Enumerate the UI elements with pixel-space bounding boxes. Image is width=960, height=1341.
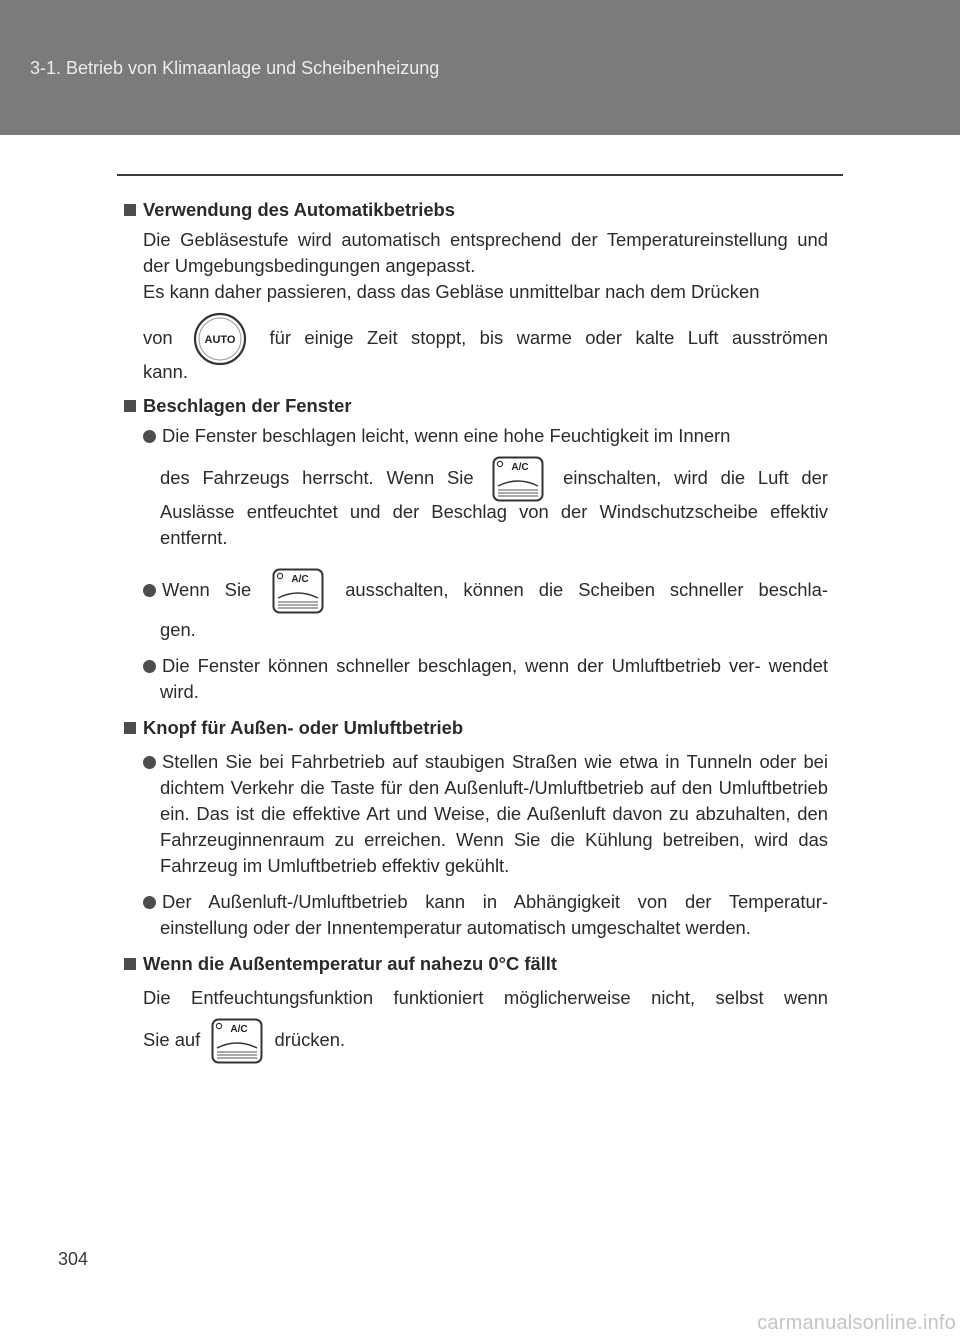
heading-fogged-windows: Beschlagen der Fenster [124, 393, 828, 419]
list-item: Der Außenluft-/Umluftbetrieb kann in Abhängigkeit von der Temperatur- einstellung oder der Innentemperatur automatisch umgeschaltet werden. [143, 889, 828, 941]
auto-button-icon [192, 311, 248, 367]
ac-button-icon [272, 568, 324, 614]
ac-button-icon [492, 456, 544, 502]
heading-automatic-mode: Verwendung des Automatikbetriebs [124, 197, 828, 223]
round-bullet-icon [143, 584, 156, 597]
heading-near-zero-temperature: Wenn die Außentemperatur auf nahezu 0°C fällt [124, 951, 828, 977]
round-bullet-icon [143, 430, 156, 443]
round-bullet-icon [143, 756, 156, 769]
square-bullet-icon [124, 958, 136, 970]
list-item: Stellen Sie bei Fahrbetrieb auf staubigen Straßen wie etwa in Tunneln oder bei dichtem Verkehr die Taste für den Außenluft-/Umluftbetrieb auf den Umluftbetrieb ein. Das ist die effektive Art und Weise, die Außenluft davon zu abzuhalten, den Fahrzeuginnenraum zu erreichen. Wenn Sie die Kühlung betreiben, wird das Fahrzeug im Umluftbetrieb effektiv gekühlt. [143, 749, 828, 879]
round-bullet-icon [143, 896, 156, 909]
paragraph-with-auto-icon: von AUTO für einige Zeit stoppt, bis warme oder kalte Luft ausströmen [143, 305, 828, 371]
svg-text:A/C: A/C [291, 574, 309, 586]
square-bullet-icon [124, 400, 136, 412]
list-item: Die Fenster können schneller beschlagen, wenn der Umluftbetrieb ver- wendet wird. [143, 653, 828, 705]
heading-fresh-recirculation: Knopf für Außen- oder Umluftbetrieb [124, 715, 828, 741]
svg-text:A/C: A/C [230, 1024, 249, 1036]
ac-button-icon [211, 1018, 263, 1064]
square-bullet-icon [124, 722, 136, 734]
list-item: Wenn Sie A/C ausschalten, können die Scheiben schneller beschla- [143, 561, 828, 619]
divider-rule [117, 174, 843, 176]
svg-text:AUTO: AUTO [204, 334, 236, 347]
page-number: 304 [58, 1249, 89, 1269]
square-bullet-icon [124, 204, 136, 216]
paragraph: Die Entfeuchtungsfunktion funktioniert möglicherweise nicht, selbst wenn [143, 987, 828, 1008]
paragraph-with-ac-icon: Sie auf A/C drücken. [143, 1011, 828, 1069]
paragraph: kann. [143, 361, 188, 382]
paragraph: gen. [160, 619, 196, 640]
paragraph: Es kann daher passieren, dass das Gebläse unmittelbar nach dem Drücken [143, 281, 760, 302]
svg-text:A/C: A/C [511, 462, 529, 474]
list-item: Die Fenster beschlagen leicht, wenn eine hohe Feuchtigkeit im Innern des Fahrzeugs herrscht. Wenn Sie A/C einschalten, wird die Luft der Auslässe entfeuchtet und der Beschlag von der Windschutzscheibe effektiv entfernt. [143, 423, 828, 551]
watermark: carmanualsonline.info [757, 1312, 956, 1334]
round-bullet-icon [143, 660, 156, 673]
page-body [124, 197, 828, 1069]
section-title: 3-1. Betrieb von Klimaanlage und Scheibenheizung [30, 58, 440, 78]
paragraph: Die Gebläsestufe wird automatisch entsprechend der Temperatureinstellung und der Umgebungsbedingungen angepasst. [143, 229, 828, 276]
page-header [0, 0, 960, 135]
